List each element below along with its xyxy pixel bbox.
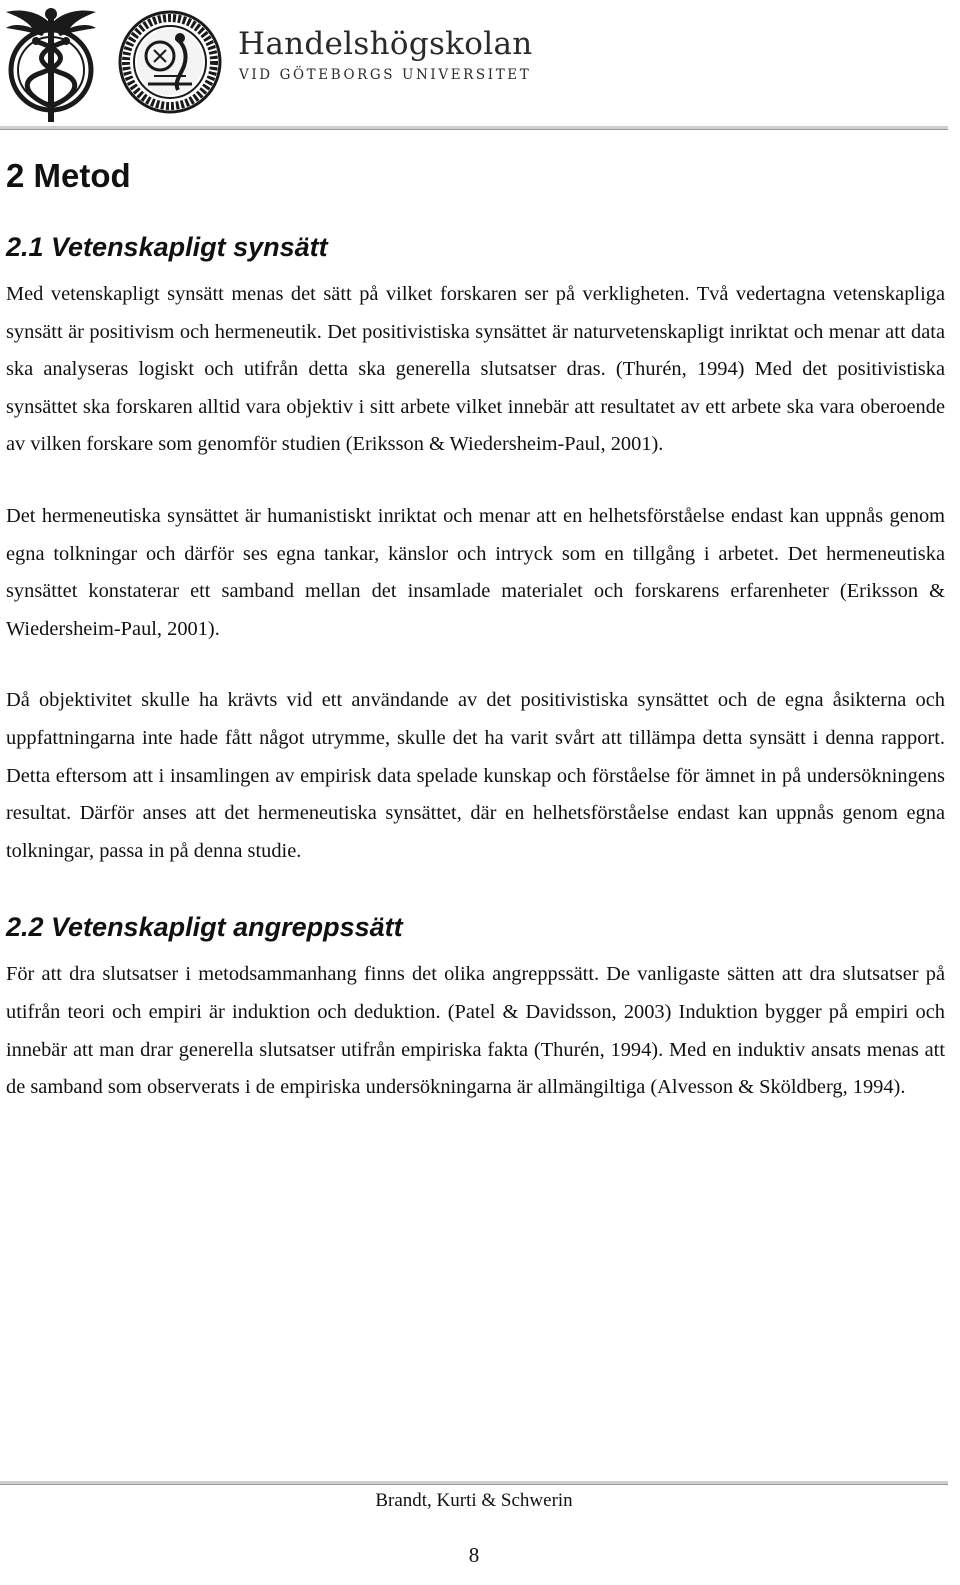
footer-divider xyxy=(0,1481,948,1485)
paragraph: Det hermeneutiska synsättet är humanistiskt inriktat och menar att en helhetsförståelse endast kan uppnås genom egna tolkningar och därför ses egna tankar, känslor och intryck som en tillgång i arbetet. Det hermeneutiska synsättet konstaterar ett samband mellan det insamlade materialet och forskarens erfarenheter (Eriksson & Wiedersheim-Paul, 2001). xyxy=(6,504,945,640)
page-content xyxy=(6,156,945,1141)
paragraph: För att dra slutsatser i metodsammanhang finns det olika angreppssätt. De vanligaste sätten att dra slutsatser på utifrån teori och empiri är induktion och deduktion. (Patel & Davidsson, 2003) Induktion bygger på empiri och innebär att man drar generella slutsatser utifrån empiriska fakta (Thurén, 1994). Med en induktiv ansats menas att de samband som observerats i de empiriska undersökningarna är allmängiltiga (Alvesson & Sköldberg, 1994). xyxy=(6,963,945,1099)
chapter-title: 2 Metod xyxy=(6,157,131,194)
page-header xyxy=(0,0,960,132)
page-number: 8 xyxy=(468,1543,480,1567)
section-heading: 2.1 Vetenskapligt synsätt xyxy=(6,232,328,262)
paragraph: Med vetenskapligt synsätt menas det sätt på vilket forskaren ser på verkligheten. Två vedertagna vetenskapliga synsätt är positivism och hermeneutik. Det positivistiska synsättet är naturvetenskapligt inriktat och menar att data ska analyseras logiskt och utifrån detta ska generella slutsatser dras. (Thurén, 1994) Med det positivistiska synsättet ska forskaren alltid vara objektiv i sitt arbete vilket innebär att resultatet av ett arbete ska vara oberoende av vilken forskare som genomför studien (Eriksson & Wiedersheim-Paul, 2001). xyxy=(6,283,945,456)
footer-authors: Brandt, Kurti & Schwerin xyxy=(375,1490,573,1511)
header-divider xyxy=(0,126,948,130)
caduceus-logo-icon xyxy=(2,2,100,124)
brand-subtitle: VID GÖTEBORGS UNIVERSITET xyxy=(239,67,532,83)
section-heading: 2.2 Vetenskapligt angreppssätt xyxy=(6,912,403,943)
paragraph: Då objektivitet skulle ha krävts vid ett användande av det positivistiska synsättet och de egna åsikterna och uppfattningarna inte hade fått något utrymme, skulle det ha varit svårt att tillämpa detta synsätt i denna rapport. Detta eftersom att i insamlingen av empirisk data spelade kunskap och förståelse för ämnet in på undersökningens resultat. Därför anses att det hermeneutiska synsättet, där en helhetsförståelse endast kan uppnås genom egna tolkningar, passa in på denna studie. xyxy=(6,689,945,862)
university-seal-icon xyxy=(118,10,222,114)
brand-name: Handelshögskolan xyxy=(238,26,533,62)
